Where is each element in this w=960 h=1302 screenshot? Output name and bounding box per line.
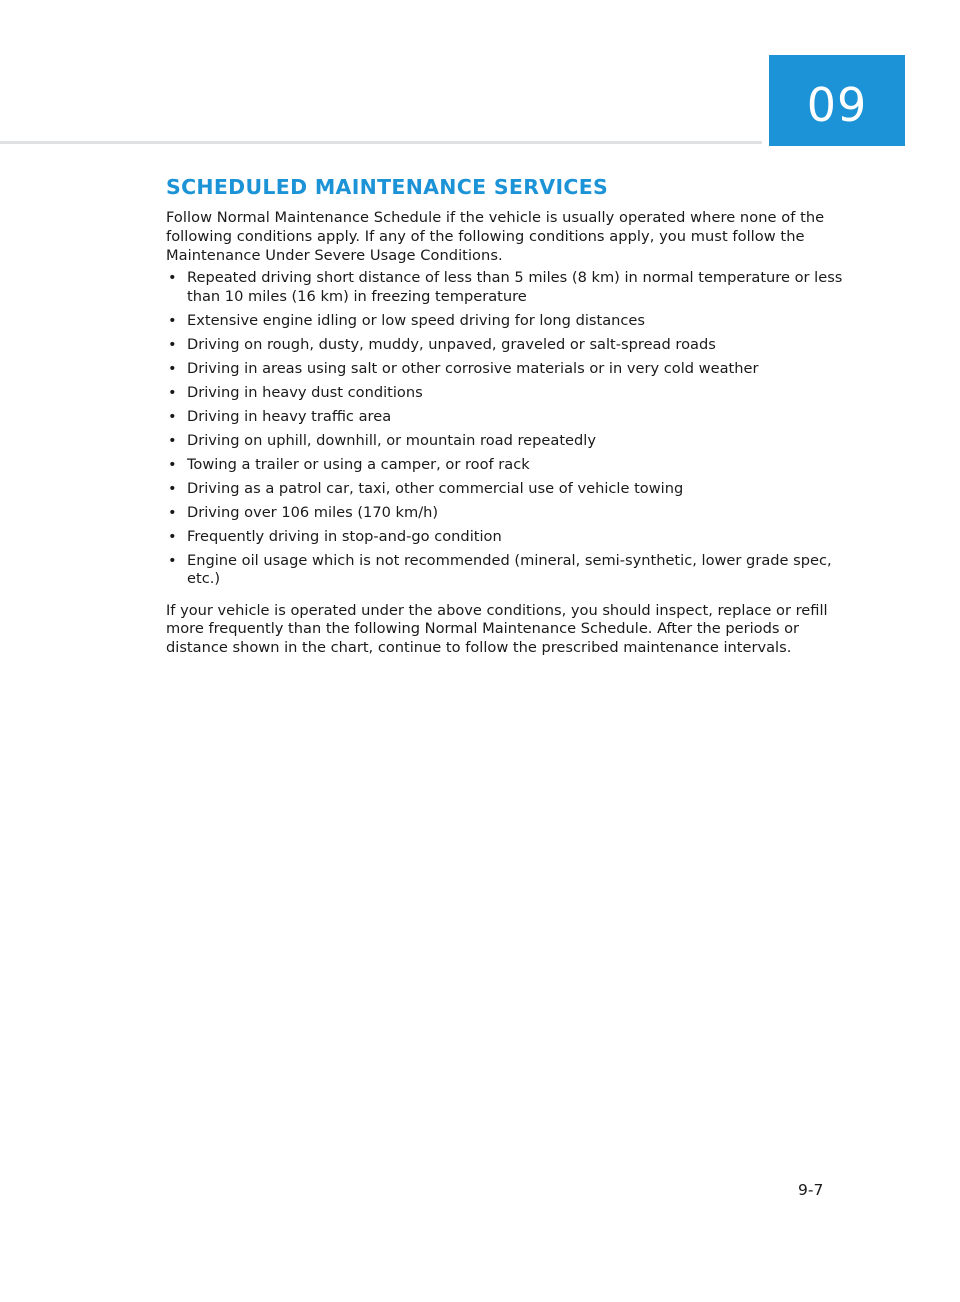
- list-item: [166, 432, 844, 451]
- page-number: 9-7: [798, 1181, 824, 1199]
- list-item-text: Frequently driving in stop-and-go condition: [187, 527, 502, 545]
- bullet-icon: •: [168, 383, 177, 401]
- bullet-icon: •: [168, 479, 177, 497]
- chapter-tab: [769, 55, 905, 146]
- list-item-text: Driving in heavy traffic area: [187, 407, 392, 425]
- list-item-text: Driving in areas using salt or other corrosive materials or in very cold weather: [187, 359, 759, 377]
- list-item: [166, 552, 844, 589]
- bullet-icon: •: [168, 311, 177, 329]
- severe-conditions-list: [166, 269, 844, 589]
- section-heading: SCHEDULED MAINTENANCE SERVICES: [166, 175, 609, 199]
- list-item: [166, 528, 844, 547]
- list-item-text: Towing a trailer or using a camper, or roof rack: [187, 455, 530, 473]
- bullet-icon: •: [168, 431, 177, 449]
- bullet-icon: •: [168, 455, 177, 473]
- bullet-icon: •: [168, 503, 177, 521]
- bullet-icon: •: [168, 407, 177, 425]
- list-item: [166, 456, 844, 475]
- bullet-icon: •: [168, 527, 177, 545]
- list-item: [166, 312, 844, 331]
- bullet-icon: •: [168, 269, 177, 286]
- closing-paragraph: If your vehicle is operated under the above conditions, you should inspect, replace or refill more frequently than the following Normal Maintenance Schedule. After the periods or distance shown in the chart, continue to follow the prescribed maintenance intervals.: [166, 601, 828, 656]
- list-item: [166, 408, 844, 427]
- bullet-icon: •: [168, 551, 177, 569]
- intro-paragraph: Follow Normal Maintenance Schedule if the vehicle is usually operated where none of the following conditions apply. If any of the following conditions apply, you must follow the Maintenance Under Severe Usage Conditions.: [166, 209, 825, 264]
- list-item: [166, 384, 844, 403]
- list-item: [166, 480, 844, 499]
- list-item: [166, 336, 844, 355]
- bullet-icon: •: [168, 359, 177, 377]
- list-item-text: Extensive engine idling or low speed driving for long distances: [187, 311, 646, 329]
- list-item-text: Driving on rough, dusty, muddy, unpaved, graveled or salt-spread roads: [187, 335, 716, 353]
- list-item-text: Engine oil usage which is not recommended (mineral, semi-synthetic, lower grade spec, etc.): [187, 551, 832, 587]
- list-item: [166, 269, 844, 306]
- list-item-text: Driving on uphill, downhill, or mountain road repeatedly: [187, 431, 596, 449]
- list-item-text: Driving in heavy dust conditions: [187, 383, 423, 401]
- chapter-number: 09: [806, 77, 868, 132]
- list-item-text: Repeated driving short distance of less than 5 miles (8 km) in normal temperature or less than 10 miles (16 km) in freezing temperature: [187, 269, 843, 305]
- list-item: [166, 360, 844, 379]
- list-item-text: Driving over 106 miles (170 km/h): [187, 503, 439, 521]
- page-content: [166, 174, 844, 657]
- list-item: [166, 504, 844, 523]
- header-divider: [0, 141, 762, 144]
- list-item-text: Driving as a patrol car, taxi, other commercial use of vehicle towing: [187, 479, 684, 497]
- bullet-icon: •: [168, 335, 177, 353]
